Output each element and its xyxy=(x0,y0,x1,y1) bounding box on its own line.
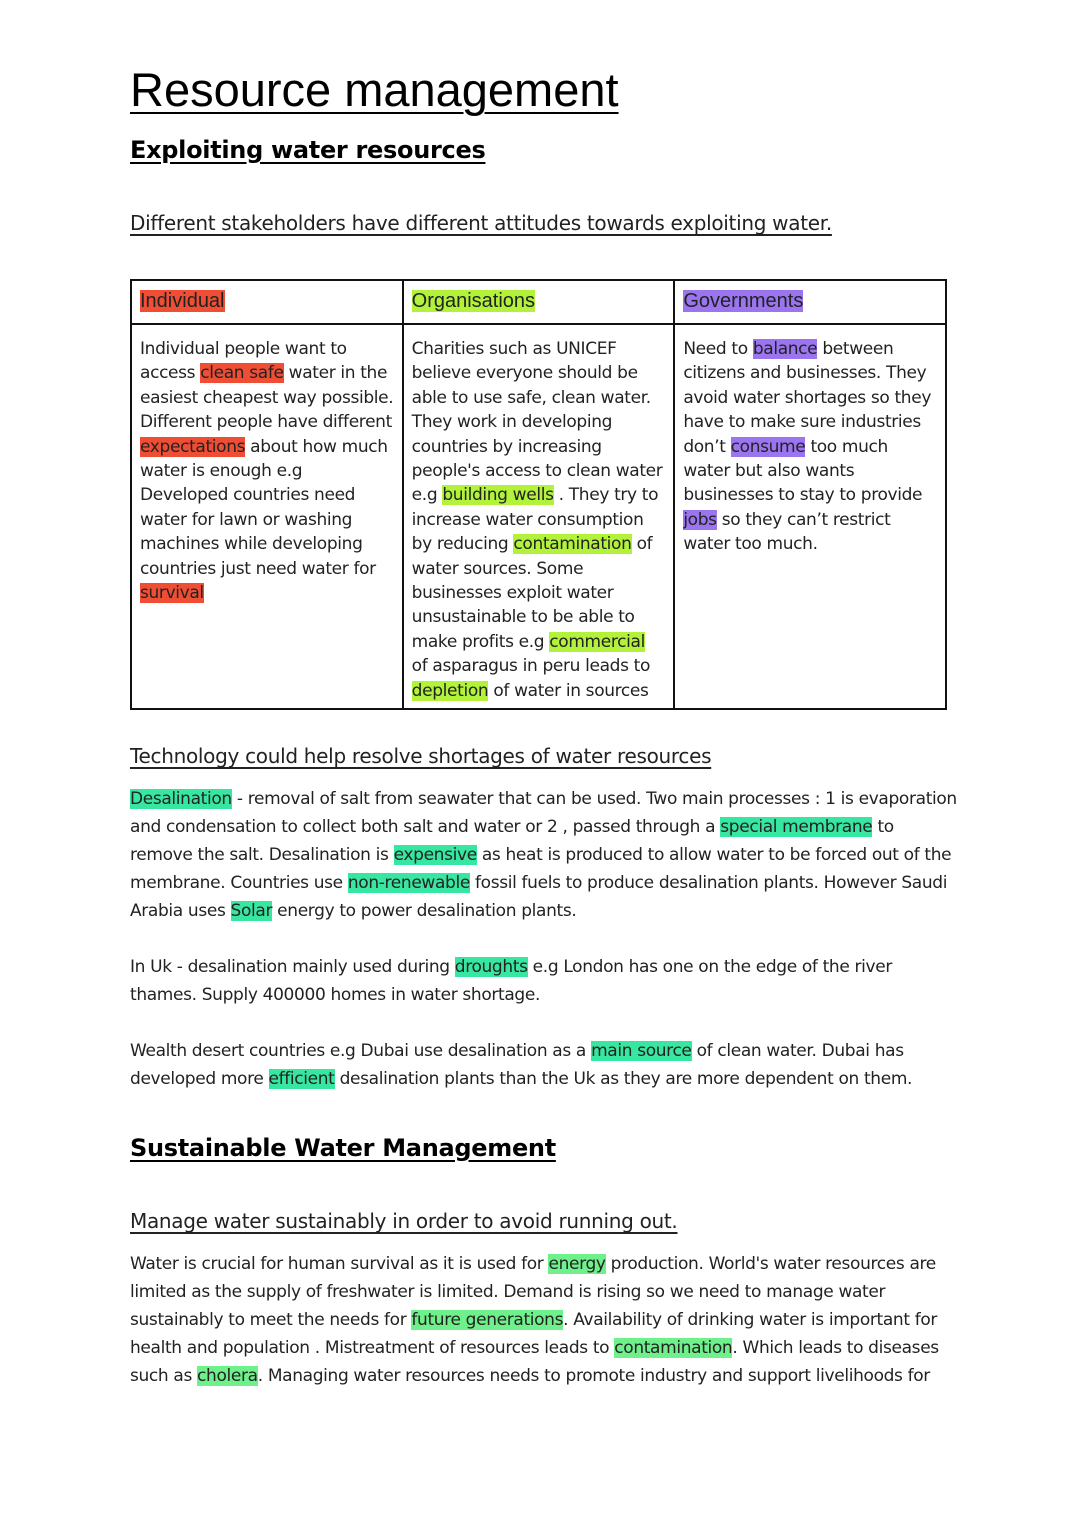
highlight: contamination xyxy=(513,534,632,555)
highlight: consume xyxy=(730,436,806,457)
text: e.g London has one on the edge of the river thames. Supply 400000 homes in water shortage. xyxy=(130,957,892,1005)
text: Water is crucial for human survival as it is used for xyxy=(130,1254,549,1274)
highlight: efficient xyxy=(268,1069,335,1089)
highlight: jobs xyxy=(683,509,717,530)
sustainable-paragraph xyxy=(130,1250,960,1390)
header-individual: Individual xyxy=(140,290,225,313)
highlight: building wells xyxy=(442,485,554,506)
text: Wealth desert countries e.g Dubai use desalination as a xyxy=(130,1041,592,1061)
table-body-row xyxy=(131,324,946,709)
text: too much water but also wants businesses to stay to provide xyxy=(683,436,923,506)
sustainable-heading: Sustainable Water Management xyxy=(130,1134,556,1162)
stakeholders-table xyxy=(130,279,947,710)
text: between citizens and businesses. They avoid water shortages so they have to make sure industries don’t xyxy=(683,339,932,457)
text: to remove the salt. Desalination is xyxy=(130,817,894,865)
desalination-paragraph xyxy=(130,785,960,925)
highlight: balance xyxy=(752,339,818,359)
highlight: droughts xyxy=(454,957,528,977)
text: . Availability of drinking water is important for health and population . Mistreatment of resources leads to xyxy=(130,1310,938,1358)
highlight: future generations xyxy=(411,1310,564,1330)
text: of asparagus in peru leads to xyxy=(411,656,651,677)
cell-organisations xyxy=(403,324,675,709)
text: . Which leads to diseases such as xyxy=(130,1338,939,1386)
uk-desalination-paragraph xyxy=(130,953,960,1009)
text: as heat is produced to allow water to be forced out of the membrane. Countries use xyxy=(130,845,952,893)
text: Charities such as UNICEF believe everyone should be able to use safe, clean water. They work in developing countries by increasing people's access to clean water e.g xyxy=(411,339,663,506)
text: production. World's water resources are limited as the supply of freshwater is limited. Demand is rising so we need to manage water sustainably to meet the needs for xyxy=(130,1254,936,1330)
stakeholders-heading: Different stakeholders have different attitudes towards exploiting water. xyxy=(130,211,832,235)
cell-individual xyxy=(131,324,403,709)
highlight: main source xyxy=(591,1041,692,1061)
header-cell-individual xyxy=(131,280,403,324)
page-title: Resource management xyxy=(130,63,619,116)
text: Need to xyxy=(683,339,753,359)
text: - removal of salt from seawater that can be used. Two main processes : 1 is evaporation and condensation to collect both salt and water or 2 , passed through a xyxy=(130,789,957,837)
highlight: commercial xyxy=(549,631,645,652)
text: about how much water is enough e.g Developed countries need water for lawn or washing machines while developing countries just need water for xyxy=(140,436,388,579)
text: energy to power desalination plants. xyxy=(272,901,577,921)
text: . Managing water resources needs to promote industry and support livelihoods for xyxy=(257,1366,930,1386)
cell-governments xyxy=(674,324,946,709)
highlight: expectations xyxy=(140,436,246,457)
text: of clean water. Dubai has developed more xyxy=(130,1041,904,1089)
section-title-exploiting-water: Exploiting water resources xyxy=(130,136,486,164)
highlight: Solar xyxy=(230,901,273,921)
highlight: contamination xyxy=(614,1338,733,1358)
header-cell-organisations xyxy=(403,280,675,324)
highlight: Desalination xyxy=(130,789,232,809)
header-organisations: Organisations xyxy=(411,290,536,313)
header-cell-governments xyxy=(674,280,946,324)
text: . They try to increase water consumption by reducing xyxy=(411,485,659,555)
dubai-desalination-paragraph xyxy=(130,1037,960,1093)
technology-heading: Technology could help resolve shortages of water resources xyxy=(130,744,712,768)
text: desalination plants than the Uk as they are more dependent on them. xyxy=(334,1069,913,1089)
highlight: energy xyxy=(548,1254,606,1274)
highlight: cholera xyxy=(197,1366,258,1386)
text: In Uk - desalination mainly used during xyxy=(130,957,455,977)
table-header-row xyxy=(131,280,946,324)
highlight: survival xyxy=(140,583,204,604)
text: of water in sources xyxy=(488,680,649,701)
highlight: expensive xyxy=(393,845,477,865)
text: Individual people want to access xyxy=(140,339,347,384)
text: water in the easiest cheapest way possible. Different people have different xyxy=(140,363,394,433)
text: of water sources. Some businesses exploit water unsustainable to be able to make profits e.g xyxy=(411,534,653,652)
text: fossil fuels to produce desalination plants. However Saudi Arabia uses xyxy=(130,873,948,921)
highlight: clean safe xyxy=(200,363,284,384)
highlight: depletion xyxy=(411,680,489,701)
sustainable-subheading: Manage water sustainably in order to avoid running out. xyxy=(130,1209,678,1233)
highlight: special membrane xyxy=(720,817,873,837)
highlight: non-renewable xyxy=(347,873,470,893)
header-governments: Governments xyxy=(683,290,804,313)
text: so they can’t restrict water too much. xyxy=(683,509,891,555)
